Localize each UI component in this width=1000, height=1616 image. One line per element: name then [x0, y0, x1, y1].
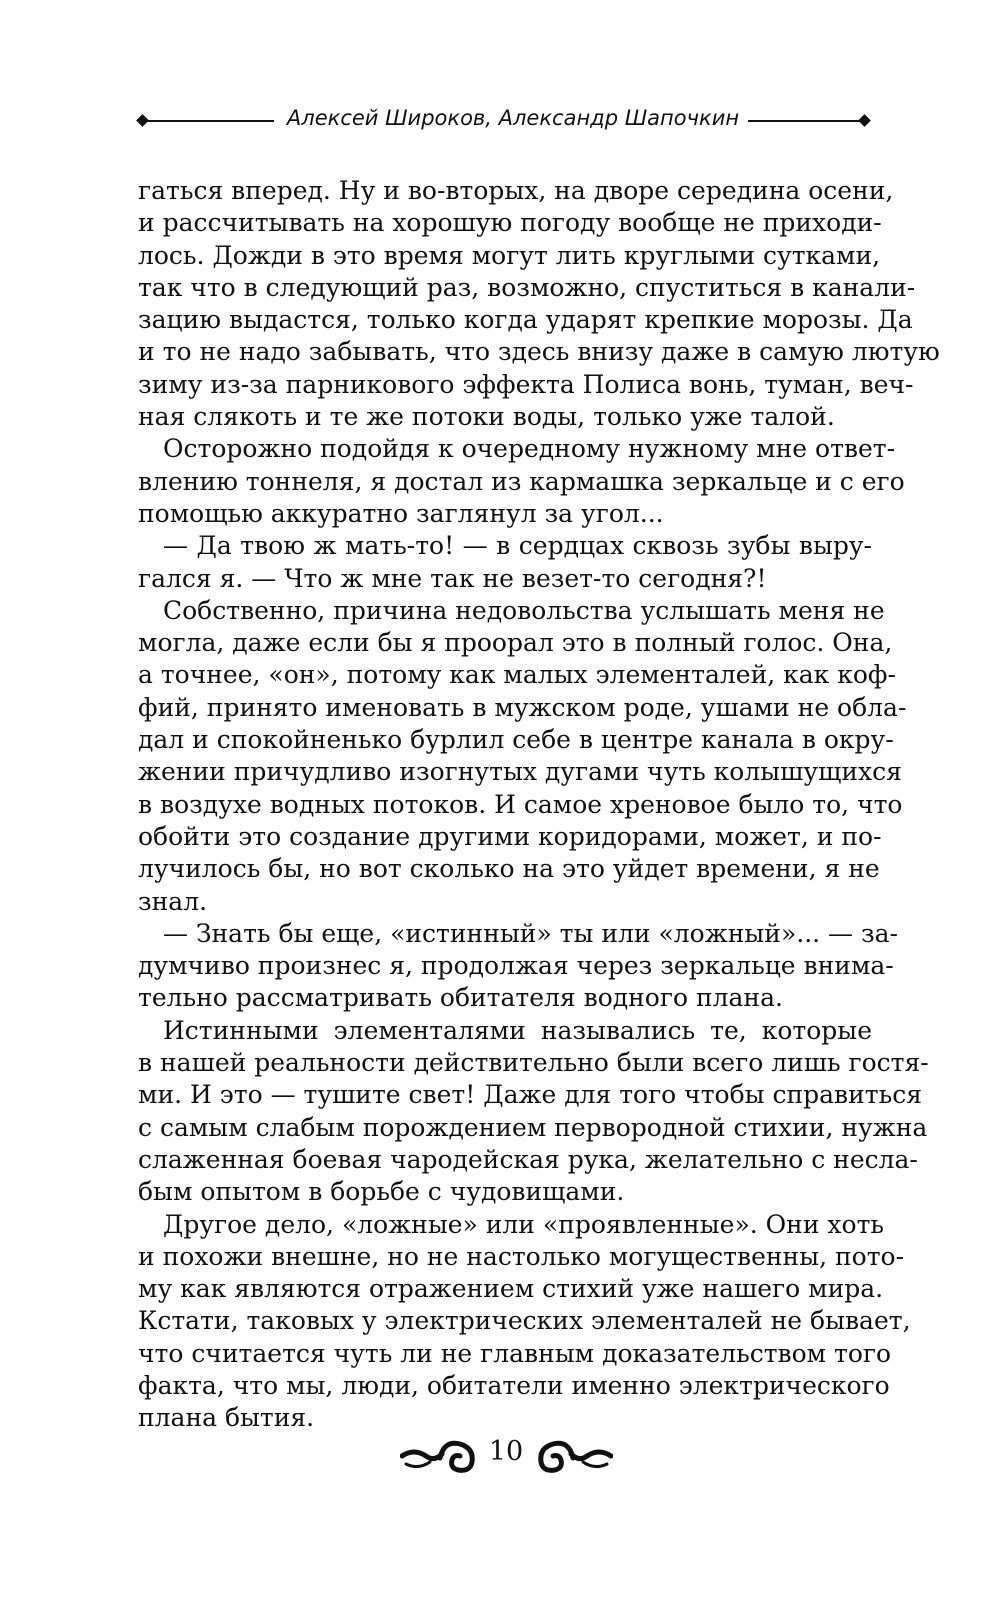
text-line: ми. И это — тушите свет! Даже для того чтобы справиться: [138, 1080, 923, 1110]
paragraph: [138, 1015, 929, 1209]
text-line: с самым слабым порождением первородной стихии, нужна: [138, 1112, 928, 1142]
text-line: — Знать бы еще, «истинный» ты или «ложный»... — за-: [138, 918, 898, 948]
page-footer: [400, 1430, 610, 1480]
text-line: знал.: [138, 886, 208, 916]
text-line: тельно рассматривать обитателя водного плана.: [138, 983, 783, 1013]
text-line: Другое дело, «ложные» или «проявленные». Они хоть: [138, 1209, 885, 1239]
header-rule-right: [748, 120, 866, 122]
body-text: [138, 175, 940, 1435]
text-line: лучилось бы, но вот сколько на это уйдет времени, я не: [138, 854, 880, 884]
paragraph: [138, 1209, 911, 1435]
text-line: гался я. — Что ж мне так не везет-то сегодня?!: [138, 563, 767, 593]
paragraph: [138, 918, 898, 1015]
text-line: лось. Дожди в это время могут лить круглыми сутками,: [138, 240, 881, 270]
text-line: и рассчитывать на хорошую погоду вообще не приходи-: [138, 208, 882, 238]
text-line: влению тоннеля, я достал из кармашка зеркальце и с его: [138, 466, 905, 496]
text-line: Истинными элементалями назывались те, которые: [138, 1015, 872, 1045]
text-line: зацию выдастся, только когда ударят крепкие морозы. Да: [138, 305, 913, 335]
text-line: что считается чуть ли не главным доказательством того: [138, 1338, 892, 1368]
text-line: зиму из-за парникового эффекта Полиса вонь, туман, веч-: [138, 369, 914, 399]
text-line: гаться вперед. Ну и во-вторых, на дворе середина осени,: [138, 176, 894, 205]
text-line: факта, что мы, люди, обитатели именно электрического: [138, 1370, 890, 1400]
text-line: ная слякоть и те же потоки воды, только уже талой.: [138, 402, 835, 432]
footer-ornament-right-icon: [535, 1436, 613, 1476]
text-line: бым опытом в борьбе с чудовищами.: [138, 1177, 625, 1207]
text-line: обойти это создание другими коридорами, может, и по-: [138, 821, 882, 851]
text-line: и то не надо забывать, что здесь внизу даже в самую лютую: [138, 337, 940, 367]
paragraph: [138, 175, 940, 433]
paragraph: [138, 530, 872, 595]
text-line: плана бытия.: [138, 1403, 315, 1433]
text-line: му как являются отражением стихий уже нашего мира.: [138, 1274, 884, 1304]
text-line: Осторожно подойдя к очередному нужному мне ответ-: [138, 434, 896, 464]
text-line: в нашей реальности действительно были всего лишь гостя-: [138, 1048, 929, 1078]
text-line: жении причудливо изогнутых дугами чуть колышущихся: [138, 757, 902, 787]
header-ornament-right: [858, 114, 871, 127]
text-line: фий, принято именовать в мужском роде, ушами не обла-: [138, 692, 907, 722]
text-line: Кстати, таковых у электрических элементалей не бывает,: [138, 1306, 911, 1336]
text-line: в воздухе водных потоков. И самое хреновое было то, что: [138, 789, 903, 819]
header-rule-left: [144, 120, 274, 122]
text-line: помощью аккуратно заглянул за угол...: [138, 498, 664, 528]
text-line: могла, даже если бы я проорал это в полный голос. Она,: [138, 628, 893, 658]
text-line: дал и спокойненько бурлил себе в центре канала в окру-: [138, 725, 894, 755]
header-title: Алексей Широков, Александр Шапочкин: [286, 106, 740, 130]
paragraph: [138, 433, 905, 530]
paragraph: [138, 595, 907, 918]
text-line: Собственно, причина недовольства услышать меня не: [138, 595, 885, 625]
text-line: а точнее, «он», потому как малых элементалей, как коф-: [138, 660, 896, 690]
running-header: [138, 100, 868, 140]
text-line: слаженная боевая чародейская рука, желательно с несла-: [138, 1144, 918, 1174]
text-line: и похожи внешне, но не настолько могущественны, пото-: [138, 1241, 905, 1271]
text-line: думчиво произнес я, продолжая через зеркальце внима-: [138, 951, 894, 981]
footer-ornament-left-icon: [400, 1436, 478, 1476]
text-line: так что в следующий раз, возможно, спуститься в канали-: [138, 272, 916, 302]
page-number: 10: [488, 1436, 524, 1467]
text-line: — Да твою ж мать-то! — в сердцах сквозь зубы выру-: [138, 531, 872, 561]
